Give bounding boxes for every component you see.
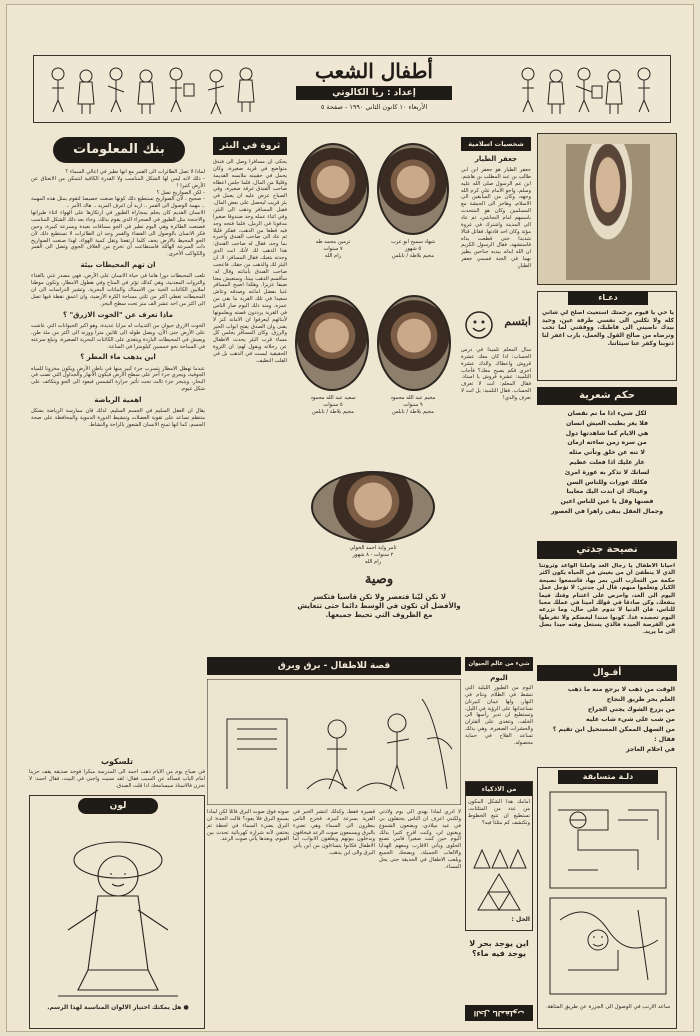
duaa-title: دعـاء	[568, 291, 648, 305]
child-photo-5	[311, 471, 435, 543]
grandma-title: نصيحة جدتي	[537, 541, 677, 559]
child-photo-2	[377, 143, 449, 235]
header-editor: إعداد : ريا الكالوتي	[296, 86, 452, 100]
wisdom-line: لكل شيء اذا ما تم نقصان	[567, 410, 647, 417]
coloring-title: لون	[78, 798, 158, 814]
smile-text: سأل المعلم تلميذا في درس الحساب: اذا كان معك عشرة قروش واعطاك والدك عشرة اخرى فكم يصبح معك؟ فأجاب التلميذ: عشرة قروش يا استاذ. فقال المعلم: انت لا تعرف الحساب. فقال التلميذ: بل انت لا تعرف والدي!	[461, 347, 531, 402]
triangles-puzzle	[470, 844, 528, 914]
info-q1: لماذا لا تصل الطائرات الى القمر مع انها تطير في اعالي السماء ؟	[65, 169, 205, 175]
solution-title: دلـة متسابقة	[558, 770, 658, 784]
child-photo-1-caption: ترمين محمد طه ٧ سنوات رام الله	[315, 239, 351, 260]
info-q2: - لكن الصواريخ تصل ؟	[156, 189, 205, 196]
lightning-col-1: لا ادري لماذا يهدي الى يوم ولادتي ولكنني اعرف ان الناس يحتفلون بي في عيد ميلادي، ويضعون الشموع ويغنون لي، وكنت افرح كثيرا بذلك اليوم حين كنت صغيرا فامي تصنع الحلوى ويأتي الاقارب ومعهم الهدايا والالعاب الجميلة، ويضحك الجميع ويلعب الاطفال في الحديقة حتى يحل المساء.	[379, 809, 461, 870]
info-para4: عندما تهطل الامطار يتسرب جزء كبير منها في باطن الأرض ويكون مخزونا للمياه الجوفية، ويجري جزء آخر على سطح الأرض فيكون الأنهار والجداول التي تصب في البحار، ويتبخر جزء ثالث تحت تأثير حرارة الشمس فيعود الى الجو ويتكاثف على شكل غيوم.	[31, 365, 205, 393]
wisdom-lines	[539, 409, 675, 535]
wisdom-line: وعيناك ان ابدت اليك معايبا	[566, 488, 648, 496]
game-text: امامك هذا الشكل المكون من عدد من المثلثات، تستطيع ان تتبع الخطوط وتكتشف كم مثلثا فيه؟	[468, 799, 530, 826]
saying-line: في احلام العاجز	[625, 745, 675, 753]
saying-line: من شب على شيء شاب عليه	[586, 715, 675, 723]
duaa-section	[537, 291, 677, 381]
riddle-answer: الحل بالمقلوب	[465, 1005, 533, 1021]
wealth-title: ثروة في البئر	[213, 137, 287, 155]
info-para1: الانسان القديم كان يحلم بمجاراة الطيور في ارتكازها على الهواء اثناء طيرانها والاجنحة مثل الطيور في الصحراء الذي يقوم بذلك، وجاء بعد ذلك الشكل المناسب فصنعت الطائرة وهي اليوم تطير في الجو مسافات بعيدة وبسرعة كبيرة، وحين فكر الانسان بالوصول الى الفضاء والقمر وجد ان الطائرات لا تستطيع ذلك لأن الجو المحيط بالارض يخف كلما ارتفعنا وتقل كمية الهواء، لهذا صنعت الصواريخ ذات السرعة الهائلة فاستطاعت ان تخرج من الغلاف الجوي وتصل الى القمر والكواكب الأخرى.	[31, 210, 205, 258]
info-para2: تلعب المحيطات دورا هاما في حياة الانسان على الأرض، فهي مصدر غني بالغذاء والثروات المعدنية، وهي كذلك تؤثر في المناخ وفي هطول الامطار، وتكون موطنا لملايين الكائنات الحية من الاسماك والنباتات البحرية. وتشير الدراسات الى ان المحيطات تغطي اكثر من ثلثي مساحة الكرة الأرضية، وان اعمق نقطة فيها تصل الى اكثر من احد عشر الف متر تحت سطح البحر.	[31, 273, 205, 307]
coloring-caption: ● هل يمكنك اختيار الالوان المناسبة لهذا الرسم.	[47, 1004, 189, 1011]
page-header	[33, 55, 671, 123]
sayings-lines	[539, 685, 675, 759]
animals-section	[465, 657, 533, 777]
saying-line: من السهل الممكن المستحيل ابن تقيم ؟ فقال :	[552, 725, 675, 743]
info-sub1: ان تهم المحيطات بيئة	[80, 261, 156, 270]
wisdom-line: لسانك لا تذكر به عورة امرئ	[564, 468, 650, 476]
wisdom-line: هي الايام كما شاهدتها دول	[565, 429, 649, 437]
info-sub2: ماذا تعرف عن "الخوت الازرق" ؟	[62, 310, 174, 319]
lightning-illustration	[207, 679, 461, 805]
advice-section	[297, 571, 461, 647]
child-photo-4	[377, 295, 451, 391]
wealth-text: يحكى ان مسافرا وصل الى فندق متواضع في قرية صغيرة، وكان يحمل في حقيبته ملابسه القديمة وقليلا من المال، فلما جلس اعطاه صاحب الفندق غرفة صغيرة، وفي الصباح عرض عليه ان يعمل في بئر قريب ليحصل على بعض المال، فقبل المسافر وذهب الى البئر، وفي اثناء عمله وجد صندوقا صغيرا مدفونا في الرمل، فلما فتحه وجد فيه قطعا من الذهب، ففكر قليلا ثم عاد الى صاحب الفندق واخبره بما وجد، فقال له صاحب الفندق: هذا الذهب لك لأنك انت الذي وجدته بتعبك. فقال المسافر: لا، ان البئر لك والذهب من حقك. فاعجب صاحب الفندق بأمانته وقال له: سأقسم الذهب بيننا، وستعيش معنا ضيفا عزيزا. وهكذا اصبح المسافر غنيا بفضل امانته وصدقه وعاش سعيدا في تلك القرية ما بقي من عمره. ومنذ ذلك اليوم صار الناس في القرية يرددون قصته ويعلمونها لأبنائهم ليعرفوا ان الامانة كنز لا يفنى وان الصدق يفتح ابواب الخير والرزق. وكان المسافر يجلس كل مساء قرب البئر يحدث الاطفال عن رحلاته ويقول لهم: ان الثروة الحقيقية ليست في الذهب بل في القلب النظيف.	[213, 159, 287, 364]
child-photo-5-caption: ثامر واية احمد الخولي ٢ سنوات - ٨ شهور رام الله	[349, 545, 397, 566]
saying-line: العلم بحر طريق النجاح	[606, 695, 675, 703]
game-title: من الاذكياء	[466, 782, 532, 796]
info-a1: - ذلك لانه ليس لها الشكل المناسب ولا القدرة الكافية لتتمكن من الانعتاق عن الأرض كثيرا !	[31, 175, 205, 189]
child-photo-2-caption: شهاد سميح ابو عرب ٥ شهور مخيم بلاطة / نابلس	[390, 239, 436, 260]
wisdom-line: وجمال العقل يبقى زاهرا في العصور	[550, 507, 664, 515]
child-photo-3-caption: سعيد عبد الله محمود ٥ سنوات مخيم بلاطة / نابلس	[310, 395, 356, 416]
info-sub4: اهمية الرياضة	[94, 396, 142, 405]
personalities-name: جعفر الطيار	[474, 155, 518, 163]
coloring-section	[29, 795, 205, 1029]
wealth-column	[213, 133, 287, 621]
animals-title: شيء من عالم الحيوان	[465, 657, 533, 671]
newspaper-page	[6, 4, 694, 1032]
personalities-text: جعفر الطيار هو جعفر ابن ابي طالب بن عبد المطلب بن هاشم، ابن عم الرسول صلى الله عليه وسلم، واخو الامام علي كرم الله وجهه، وكان من السابقين الى الاسلام، وهاجر الى الحبشة مع المسلمين وكان هو المتحدث باسمهم امام النجاشي، ثم عاد الى المدينة واشترك في غزوة مؤتة وكان احد قادتها، فقاتل قتالا شديدا حتى قطعت يداه فاستشهد، فقال الرسول الكريم ان الله ابدله بيديه جناحين يطير بهما في الجنة فسمي جعفر الطيار.	[461, 167, 531, 270]
wisdom-line: فصنها وقل يا عين للناس اعين	[560, 498, 654, 506]
solution-section	[537, 767, 677, 1029]
lightning-col-2: قصيرة فقط، وكذلك انتشر الخبر في القرية بسرعة كبيرة، فخرج الناس ينظرون الى السماء وهي تضيء بالبرق ويسمعون صوت الرعد فيخافون ويدخلون بيوتهم ويغلقون الابواب، اما الاطفال فكانوا يتساءلون من اين يأتي البرق والى اين يذهب.	[293, 809, 375, 857]
info-para5: يقال ان العقل السليم في الجسم السليم، لذلك فان ممارسة الرياضة بشكل منتظم تساعد على تقوية العضلات وتنشيط الدورة الدموية والمحافظة على صحة الجسم، كما انها تمنح الانسان الشعور بالراحة والنشاط.	[31, 408, 205, 428]
animals-subject: البوم	[490, 674, 508, 682]
telescope-text: في صباح يوم من الايام ذهب احمد الى المدرسة مبكرا فوجد صديقه يقف حزينا امام الباب فسأله عن السبب فقال: لقد نسيت واجبي في البيت، فقال احمد: لا تحزن فالاستاذ سيسامحك اذا قلت الصدق.	[29, 769, 205, 789]
info-bank-title: بنك المعلومات	[53, 137, 185, 163]
game-answer: الحل :	[511, 916, 530, 923]
grandma-text: احيانا الاطفال يا رجال الغد واملنا الواعد وثروتنا الذي لا ينطفئ ان من يعيش في الحياة يكون اكثر حكمة من التجارب التي يمر بها، فاسمعوا نصيحة الكبار وتعلموا منهم، قال لي جدتي: لا تؤجل عمل اليوم الى الغد، واحرص على اغتنام وقتك فيما ينفعك، وكن صادقا في قولك امينا في عملك محبا للناس، فان الدنيا لا تدوم على حال، وما تزرعه اليوم تحصده غدا. كونوا سندا لبعضكم ولا تفرطوا في الفرصة الجيدة فالذي يستغل وقته جيدا يصل الى ما يريد.	[539, 563, 675, 636]
portrait-photo	[566, 144, 650, 280]
child-photo-4-caption: مخيم عبد الله محمود ٩ سنوات مخيم بلاطة / نابلس	[390, 395, 436, 416]
riddle-text: اين يوجد بحر لا يوجد فيه ماء؟	[469, 939, 529, 959]
personalities-title: شخصيات اسلامية	[461, 137, 531, 151]
child-photo-1	[297, 143, 369, 235]
header-title: أطفال الشعب	[315, 59, 433, 83]
advice-title: وصية	[364, 572, 394, 587]
telescope-block	[29, 757, 205, 791]
riddle-section	[465, 935, 533, 1029]
solution-caption: ساعد الارنب في الوصول الى الجزرة عن طريق المتاهة.	[545, 1004, 671, 1010]
advice-text: لا تكن ليّنا فتعصر ولا تكن قاسيا فتكسر والأفضل ان تكون في الوسط دائما حتى تتعايش مع الظروف التي تحيط جميعها.	[297, 593, 461, 620]
sayings-title: أقـوال	[537, 665, 677, 681]
animals-text: البوم من الطيور الليلية التي تنشط في الظلام وتنام في النهار، ولها عينان كبيرتان تساعدانها على الرؤية في الليل، وتستطيع ان تدير رأسها الى الخلف، وتتغذى على الفئران والحشرات الصغيرة، وهي بذلك تساعد الفلاح في حماية محصوله.	[465, 685, 533, 746]
child-photo-3	[295, 295, 369, 391]
wisdom-line: فكلك عورات وللناس السن	[566, 478, 648, 486]
wisdom-title: حكم شعرية	[537, 387, 677, 405]
telescope-title: تلسكوب	[100, 757, 134, 766]
wisdom-section	[537, 387, 677, 537]
lightning-col-3: صوته فوق صوت البرق فائلا لكن لماذا يسمع البرق فلا يعود؟ قالت الجدة: ان البرق يضيء السماء في لحظة ثم يختفي لأنه شرارة كهربائية تحدث بين الغيوم، وبعدها يأتي صوت الرعد.	[207, 809, 289, 843]
header-dateline: الأربعاء ١٠ كانون الثاني ١٩٩٠ - صفحة ٥	[320, 103, 428, 111]
wisdom-line: عار عليك اذا فعلت عظيم	[569, 458, 645, 466]
lightning-title: قصة للاطفال - برق وبرق	[207, 657, 461, 675]
portrait-box	[537, 133, 677, 285]
info-sub3: اين يذهب ماء المطر ؟	[80, 353, 156, 362]
duaa-text: يا حي يا قيوم برحمتك استغيث اصلح لي شأني كله ولا تكلني الى نفسي طرفة عين، وحيد بيدك ناصيتي الى فاطبك، ووفقني لما تحب وترضاه من صالح القول والعمل، يارب اغفر لنا ذنوبنا وكفر عنا سيئاتنا.	[542, 310, 674, 347]
saying-line: من يزرع الشوك يجني الجراح	[587, 705, 675, 713]
grandma-section	[537, 541, 677, 659]
info-bank-section	[29, 133, 207, 753]
wisdom-line: من سره زمن ساءته ازمان	[567, 439, 647, 447]
lightning-story	[207, 657, 461, 1029]
sayings-section	[537, 665, 677, 761]
game-section	[465, 781, 533, 931]
smile-title: ابتسم	[504, 315, 531, 328]
info-a2: - صحيح ، لأن الصواريخ تستطيع ذلك كونها صنعت خصيصا لتقوم بمثل هذه المهمة .. مهمة الوصول الى القمر .. اريد أن اعرف المزيد .. هاك الأمر ..	[31, 196, 205, 210]
saying-line: الوقت من ذهب لا يرجع منه ما ذهب	[567, 686, 675, 693]
info-para3: الحوت الازرق حيوان من الثدييات له مزايا عديدة، وهو اكبر الحيوانات التي عاشت على الأرض حتى الآن، ويصل طوله الى ثلاثين مترا ووزنه الى اكثر من مئة طن، ويعيش في المحيطات الباردة ويتغذى على الكائنات البحرية الصغيرة، وتبلغ سرعته في السباحة نحو خمسين كيلومترا في الساعة.	[31, 322, 205, 350]
maze-drawing	[548, 790, 668, 1000]
wisdom-line: لا تنه عن خلق وتأتي مثله	[568, 449, 646, 457]
wisdom-line: فلا يغر بطيب العيش انسان	[565, 419, 648, 427]
coloring-drawing	[48, 820, 188, 998]
smile-section	[461, 307, 531, 457]
